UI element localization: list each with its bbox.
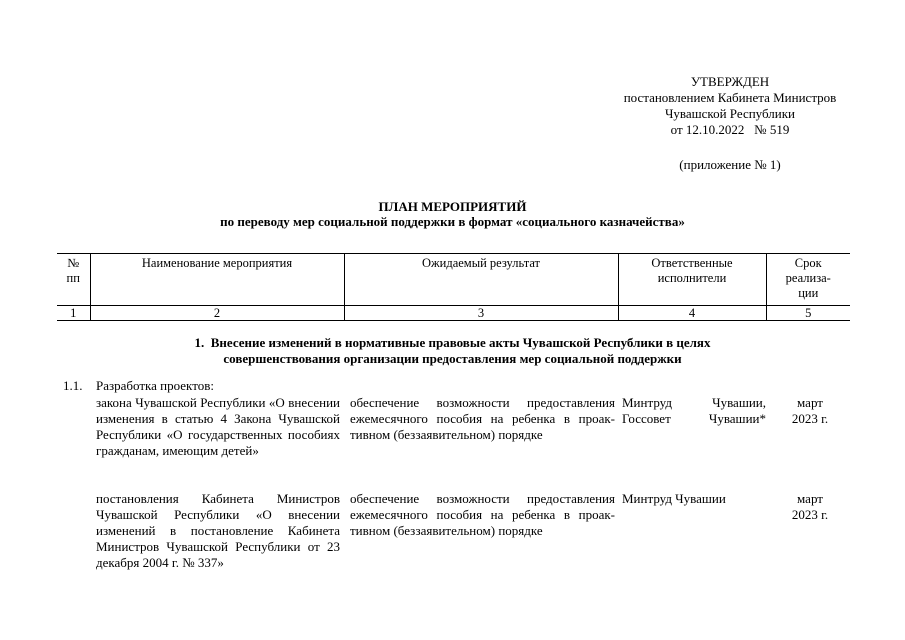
column-header-num: № пп xyxy=(57,254,90,306)
item-result: обеспечение возможности предоставления ежемесячного пособия на ребенка в проактивном (беззаявительном) порядке xyxy=(350,395,615,442)
item-term: март 2023 г. xyxy=(791,395,829,426)
column-header-executors: Ответственные исполнители xyxy=(618,254,766,306)
plan-title xyxy=(0,199,905,229)
item-term: март 2023 г. xyxy=(791,491,829,522)
item-executors: Минтруд Чувашии, Госсовет Чувашии* xyxy=(622,395,766,426)
item-name: постановления Кабинета Министров Чувашской Республики «О внесении изменений в постановление Кабинета Министров Чувашской Республики от 23 декабря 2004 г. № 337» xyxy=(96,491,340,570)
plan-title-sub: по переводу мер социальной поддержки в формат «социального казначейства» xyxy=(220,214,685,229)
approval-line: Чувашской Республики xyxy=(664,106,796,121)
row-number: 1.1. xyxy=(63,378,83,393)
column-number: 5 xyxy=(766,306,850,321)
approval-line: постановлением Кабинета Министров xyxy=(623,90,837,105)
item-executors: Минтруд Чувашии xyxy=(622,491,726,506)
item-name: закона Чувашской Республики «О внесении изменения в статью 4 Закона Чувашской Республики «О государственных пособиях гражданам, имеющим детей» xyxy=(96,395,340,458)
table-header xyxy=(57,253,850,321)
section-heading-line: совершенствования организации предоставления мер социальной поддержки xyxy=(223,351,682,366)
section-heading xyxy=(0,335,905,367)
approval-line: от 12.10.2022 № 519 xyxy=(670,122,790,137)
plan-title-main: ПЛАН МЕРОПРИЯТИЙ xyxy=(378,199,527,214)
approval-line: УТВЕРЖДЕН xyxy=(690,74,770,89)
column-header-name: Наименование мероприятия xyxy=(90,254,344,306)
row-heading: Разработка проектов: xyxy=(96,378,214,393)
column-number: 1 xyxy=(57,306,90,321)
column-header-result: Ожидаемый результат xyxy=(344,254,618,306)
item-result: обеспечение возможности предоставления ежемесячного пособия на ребенка в проактивном (беззаявительном) порядке xyxy=(350,491,615,538)
column-number: 4 xyxy=(618,306,766,321)
section-heading-line: 1. Внесение изменений в нормативные правовые акты Чувашской Республики в целях xyxy=(194,335,711,350)
appendix-label: (приложение № 1) xyxy=(679,157,781,172)
approval-stamp xyxy=(600,74,860,138)
column-number: 3 xyxy=(344,306,618,321)
column-header-term: Срок реализа- ции xyxy=(766,254,850,306)
column-number: 2 xyxy=(90,306,344,321)
